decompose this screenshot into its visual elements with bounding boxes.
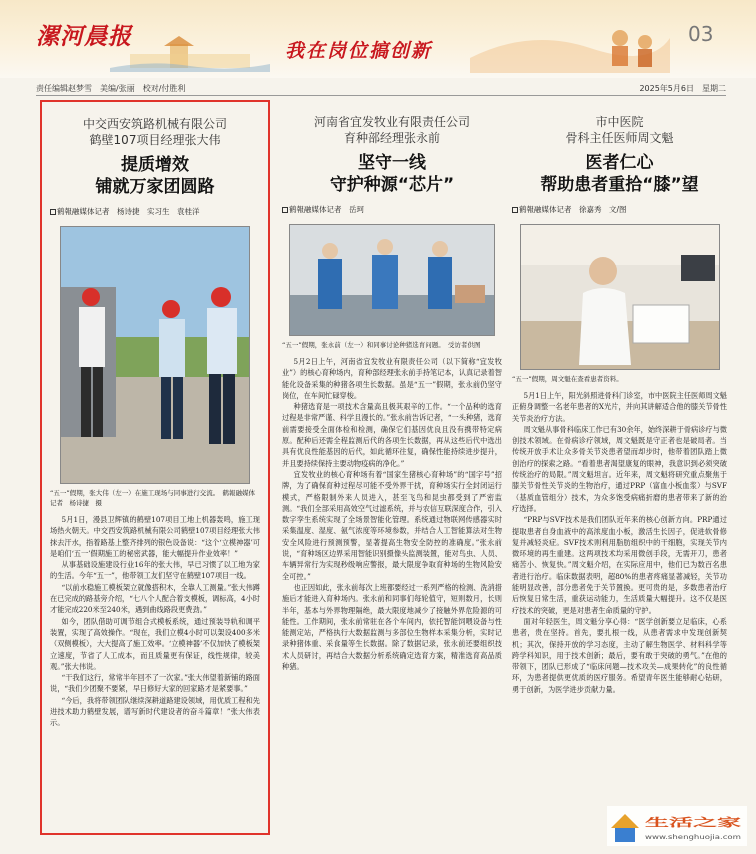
page-number: 03	[688, 22, 714, 46]
article-overline: 鹤壁107项目经理张大伟	[89, 133, 221, 147]
body-paragraph: 5月1日，漫县卫辉镇的鹤壁107项目工地上机器轰鸣，施工现场热火朝天。中交西安筑路机械有限公司鹤壁107项目经理张大伟抹去汗水，指着路基上整齐排列的银色设备说：“这个‘立模神器’可是咱们‘五一’假期施工的秘密武器，能大幅提升作业效率！”	[50, 515, 260, 558]
body-paragraph: 宜发牧业的核心育种场有着“国家生猪核心育种场”的“国字号”招牌，为了确保育种过程尽可能不受外界干扰，育种场实行全封闭运行模式，严格限制外来人员进入，甚至飞鸟和昆虫都受到了严密监测。“我们全部采用高效空气过滤系统，并与农信互联深度合作，引入数字孪生系统实现了全场景智能化管理。系统通过物联网传感器实时采集温度、湿度、氨气浓度等环境参数，并结合人工智能算法对生物安全风险进行预测预警，显著提高生物安全防控的准确度。”张永前说，“育种场区边界采用智能识别摄像头监测装置，能对鸟虫、人员、车辆异常行为实现秒级响应警报，最大限度争取育种场的生物风险安全可控。”	[282, 469, 502, 581]
article-byline	[50, 206, 260, 220]
article-byline	[282, 204, 502, 218]
body-paragraph: 也正因如此，张永前每次上班都要经过一系列严格的检测、洗消措施后才能进入育种场内。张永前和同事们每轮值守，短则数月，长则半年，基本与外界物理隔绝，最大限度地减少了接触外界危险源的可能性。工作期间，张永前常驻在各个车间内，依托智能饲喂设备与性能测定站，严格执行大数据监测与多部位生物样本采集分析，实时记录种猪体重、采食量等生长数据。除了数据记录，张永前还要组织技术人员研讨，再结合大数据分析系统确定选育方案，精准选育高品质种猪。	[282, 582, 502, 672]
article-headline: 帮助患者重拾“膝”望	[540, 175, 699, 195]
body-paragraph: “以前水稳施工模板架立就像搭积木，全靠人工测量。”张大伟蹲在已完成的路基旁介绍，“七八个人配合着支模板，调标高，4小时才能完成220米至240米，遇到曲线路段更费劲。”	[50, 582, 260, 615]
photo-caption: “五一”假期，张大伟（左一）在施工现场与同事进行交流。 鹤報融媒体记者 杨诗捷 摄	[50, 489, 255, 507]
article-headline: 提质增效	[121, 155, 189, 175]
body-paragraph: 如今，团队借助可调节组合式模板系统，通过预装导轨和调平装置，实现了高效操作。“现在，我们立模4小时可以架设400多米（双侧模板），大大提高了施工效率。‘立模神器’不仅加快了模板架立速度，节省了人工成本，而且质量更有保证，线性规律，较美观。”张大伟说。	[50, 616, 260, 671]
byline-text: 鹤報融媒体记者 徐嘉秀 文/图	[519, 205, 627, 214]
site-watermark-logo	[607, 806, 747, 846]
article-photo	[60, 226, 250, 484]
article-overline: 中交西安筑路机械有限公司	[82, 117, 227, 131]
body-paragraph: 5月1日上午，阳光斜照进骨科门诊室，市中医院主任医师周文魁正俯身调整一名老年患者的X光片，并向其讲解适合他的膝关节骨性关节炎治疗方法。	[512, 391, 727, 423]
body-paragraph: “干我们这行，常常半年回不了一次家。”张大伟望着新铺的路面说，“我们少团聚不要紧，早日修好大家的回家路才是紧要事。”	[50, 673, 260, 694]
article-overline: 河南省宜发牧业有限责任公司	[313, 115, 470, 129]
article-body	[50, 514, 260, 729]
body-paragraph: 周文魁从事骨科临床工作已有30余年，始终深耕于骨病诊疗与微创技术领域。在骨病诊疗领域，周文魁既是守正者也是破局者。当传统开放手术让众多骨关节炎患者望而却步时，他带着团队踏上微创治疗的探索之路。“看着患者渴望康复的眼神，我意识到必须突破传统治疗的局限。”周文魁坦言。近年来，周文魁将研究重点聚焦于膝关节骨性关节炎的生物治疗，通过PRP（富血小板血浆）与SVF（基质血管组分）技术，为众多饱受病痛折磨的患者带来了新的治疗选择。	[512, 424, 727, 513]
article-headline: 坚守一线	[358, 153, 426, 173]
article-zhang-yongqian	[282, 100, 502, 672]
body-paragraph: “今后，我将带领团队继续深耕道路建设领域，用优质工程和先进技术助力鹤壁发展，谱写新时代建设者的奋斗篇章！”张大伟表示。	[50, 695, 260, 728]
body-paragraph: 从事基础设施建设行业16年的张大伟，早已习惯了以工地为家的生活。今年“五一”，他带领工友们坚守在鹤壁107项目一线。	[50, 560, 260, 581]
byline-text: 鹤報融媒体记者 岳珂	[289, 205, 364, 214]
body-paragraph: 5月2日上午，河南省宜发牧业有限责任公司（以下简称“宜发牧业”）的核心育种场内，育种部经理张永前手持笔记本，认真记录着智能化设备采集的种猪各项生长数据。虽是“五一”假期，张永前仍坚守岗位，在车间忙碌穿梭。	[282, 357, 502, 400]
worker-illustration	[470, 18, 670, 73]
watermark-url: www.shenghuojia.com	[645, 834, 742, 841]
photo-caption: “五一”假期，张永前（左一）和同事讨论种猪选育问题。 受访者供图	[282, 341, 481, 349]
masthead	[0, 0, 756, 78]
paper-name: 漯河晨报	[36, 23, 132, 50]
article-overline: 骨科主任医师周文魁	[565, 131, 674, 145]
body-paragraph: 面对年轻医生，周文魁分享心得：“医学创新要立足临床，心系患者，贵在坚持。首先，要扎根一线，从患者需求中发现创新契机；其次，保持开放的学习态度，主动了解生物医学、材料科学等跨学科知识，用于技术创新；最后，要有敢于突破的勇气。”在他的带领下，团队已形成了“临床问题—技术攻关—成果转化”的良性循环，为患者提供更优质的医疗服务。希望青年医生能够耐心钻研，勇于创新，为医学进步贡献力量。	[512, 616, 727, 694]
editor-credits-bar	[36, 82, 726, 96]
page-slogan: 我在岗位搞创新	[285, 40, 433, 62]
body-paragraph: “PRP与SVF技术是我们团队近年来的核心创新方向。PRP通过提取患者自身血液中的高浓度血小板，激活生长因子，促进软骨修复并减轻炎症。SVF技术则利用脂肪组织中的干细胞，实现关节内微环境的再生重建。这两项技术均采用微创手段，无需开刀，患者痛苦小、恢复快。”周文魁介绍，在实际应用中，他们已为数百名患者进行治疗。临床数据表明，超80%的患者疼痛显著减轻，关节功能明显改善，部分患者免于关节置换。更可贵的是，多数患者治疗后恢复日常生活，重获运动能力，生活质量大幅提升。这不仅是医疗技术的突破，更是对患者生命质量的守护。	[512, 515, 727, 615]
photo-caption: “五一”假期，周文魁在查看患者资料。	[512, 375, 623, 383]
byline-text: 鹤報融媒体记者 杨诗捷 实习生 袁桂洋	[57, 207, 200, 216]
article-headline: 医者仁心	[585, 153, 654, 173]
editor-credits: 责任编辑赵梦雪 美编/张丽 校对/付胜利	[36, 84, 186, 93]
article-body	[282, 356, 502, 672]
issue-date: 2025年5月6日 星期二	[639, 84, 726, 93]
article-byline	[512, 204, 727, 218]
article-zhang-dawei	[40, 100, 270, 835]
article-headline: 守护种源“芯片”	[329, 175, 455, 195]
article-photo	[520, 224, 720, 370]
body-paragraph: 种猪选育是一项技术含量高且极其艰辛的工作。“一个品种的选育过程是非常严谨、科学且漫长的。”张永前告诉记者，“一头种猪，选育前需要接受全面体检和检测，确保它们基因优良且没有携带特定病原。配种后还需全程监测后代的各项生长数据，再从这些后代中选出具有优良性能基因的后代，如此循环往复，确保性能持续进步提升，并且要持续保持主要动物疫病的净化。”	[282, 402, 502, 468]
article-overline: 市中医院	[595, 115, 644, 129]
article-zhou-wenkui	[512, 100, 727, 695]
watermark-text: 生活之家	[645, 816, 689, 829]
article-body	[512, 390, 727, 695]
pagoda-illustration	[110, 32, 270, 72]
article-overline: 育种部经理张永前	[343, 131, 440, 145]
article-headline: 铺就万家团圆路	[95, 177, 215, 197]
article-photo	[289, 224, 495, 336]
